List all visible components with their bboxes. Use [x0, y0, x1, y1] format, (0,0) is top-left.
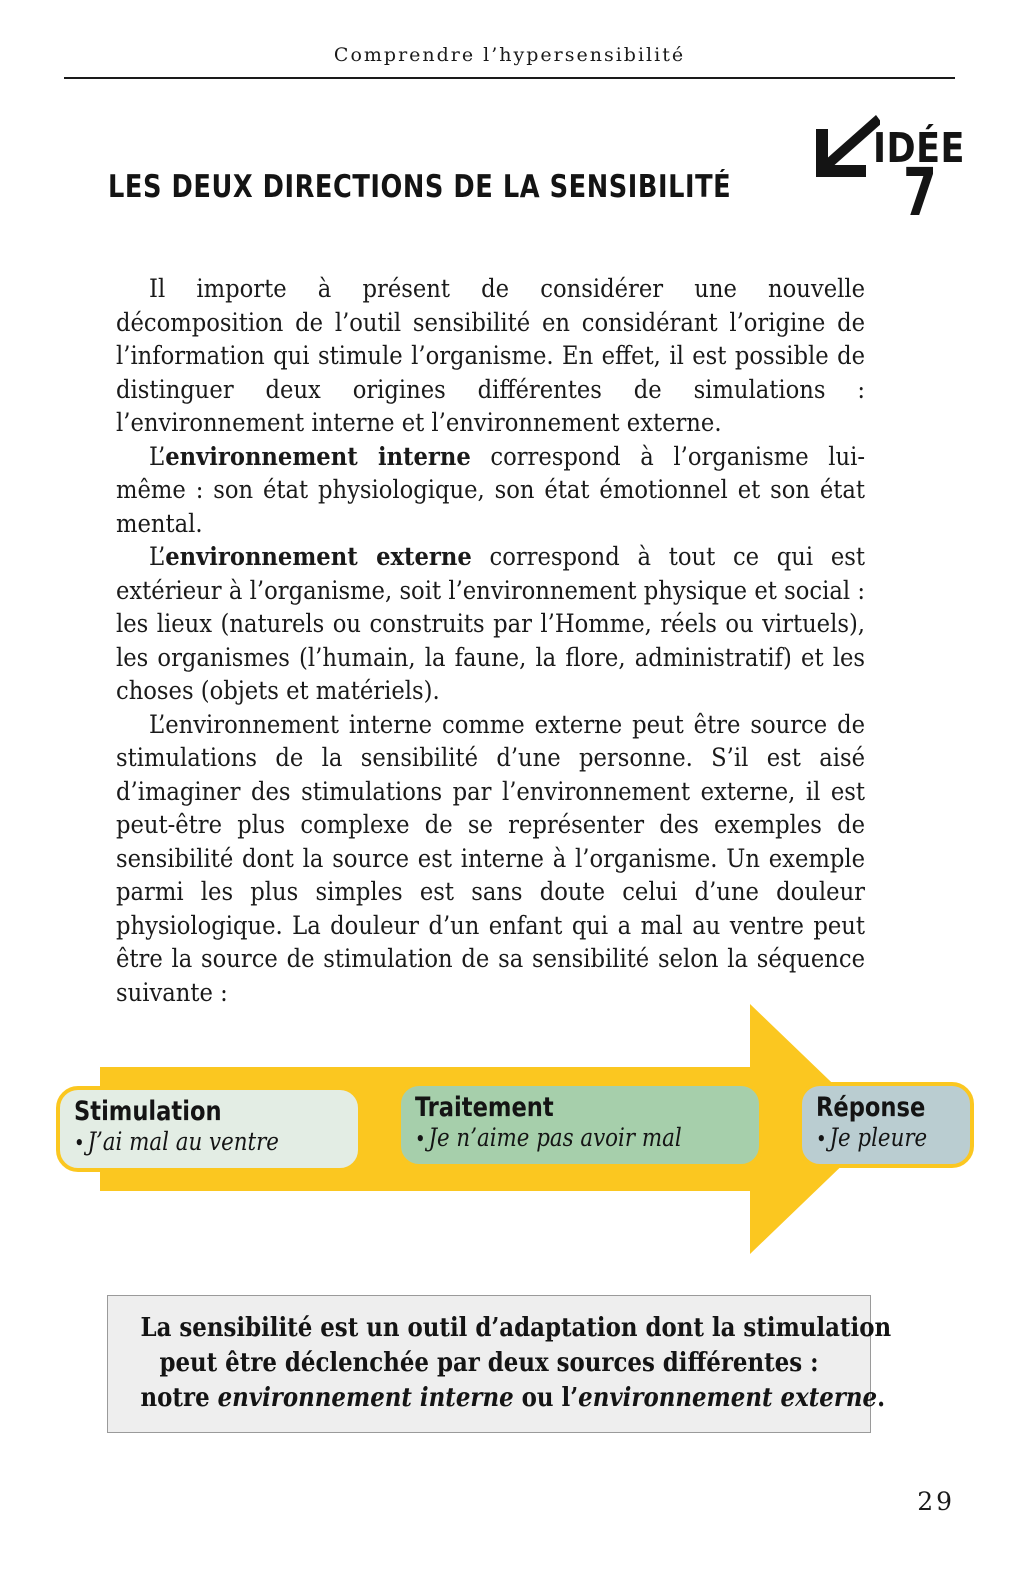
- bullet-icon: •: [74, 1131, 85, 1155]
- idea-number: 7: [903, 154, 937, 231]
- paragraph-3: [116, 540, 865, 708]
- flow-step-title: Réponse: [816, 1092, 926, 1123]
- callout-line-3-italic1: environnement interne: [217, 1382, 514, 1413]
- callout-line-3-part3: .: [877, 1382, 886, 1413]
- flow-step-item-text: Je pleure: [829, 1123, 928, 1152]
- bullet-icon: •: [816, 1127, 827, 1151]
- page-number: 29: [917, 1487, 955, 1516]
- flow-step-traitement: [397, 1082, 763, 1168]
- paragraph-1: Il importe à présent de considérer une nouvelle décomposition de l’outil sensibilité en considérant l’origine de l’information qui stimule l’organisme. En effet, il est possible de distinguer deux origines différentes de simulations : l’environnement interne et l’environnement externe.: [116, 274, 865, 437]
- sequence-diagram: [50, 994, 970, 1284]
- key-idea-callout: [107, 1295, 892, 1433]
- paragraph-3-lead: L’: [149, 542, 166, 571]
- flow-step-title: Stimulation: [74, 1096, 222, 1127]
- flow-step-item: [415, 1123, 729, 1154]
- arrow-down-left-icon: [810, 113, 880, 183]
- flow-step-item: [816, 1123, 949, 1154]
- flow-step-title: Traitement: [415, 1092, 554, 1123]
- callout-line-3-italic2: environnement externe: [578, 1382, 878, 1413]
- header-rule: [64, 77, 955, 79]
- paragraph-2-rest: correspond à l’organisme lui-même : son état physiologique, son état émotionnel et son état mental.: [116, 441, 866, 538]
- flow-step-item-text: Je n’aime pas avoir mal: [428, 1123, 682, 1152]
- idea-label: IDÉE: [873, 124, 965, 172]
- page-title: LES DEUX DIRECTIONS DE LA SENSIBILITÉ: [108, 169, 732, 205]
- paragraph-2-bold: environnement interne: [165, 440, 471, 471]
- flow-step-item-text: J’ai mal au ventre: [87, 1127, 279, 1156]
- callout-line-3-part2: ou l’: [513, 1382, 579, 1413]
- title-block: [108, 124, 988, 265]
- paragraph-3-bold: environnement externe: [165, 541, 472, 571]
- flow-step-reponse: [798, 1082, 974, 1168]
- callout-line-1: La sensibilité est un outil d’adaptation dont la stimulation: [140, 1312, 892, 1343]
- running-head: Comprendre l’hypersensibilité: [333, 44, 686, 66]
- paragraph-3-rest: correspond à tout ce qui est extérieur à l’organisme, soit l’environnement physique et social : les lieux (naturels ou construits par l’Homme, réels ou virtuels), les organismes (l’humain, la faune, la flore, administratif) et les choses (objets et matériels).: [116, 542, 866, 705]
- callout-line-3: [140, 1380, 886, 1415]
- paragraph-2: [116, 440, 865, 541]
- bullet-icon: •: [415, 1127, 426, 1151]
- flow-step-item: [74, 1127, 331, 1158]
- paragraph-2-lead: L’: [149, 441, 166, 471]
- body-text: [116, 272, 865, 1009]
- flow-step-stimulation: [56, 1086, 362, 1172]
- callout-line-2: peut être déclenchée par deux sources différentes :: [159, 1347, 819, 1378]
- callout-line-3-part1: notre: [140, 1382, 218, 1413]
- paragraph-4: L’environnement interne comme externe peut être source de stimulations de la sensibilité d’une personne. S’il est aisé d’imaginer des stimulations par l’environnement externe, il est peut-être plus complexe de se représenter des exemples de sensibilité dont la source est interne à l’organisme. Un exemple parmi les plus simples est sans doute celui d’une douleur physiologique. La douleur d’un enfant qui a mal au ventre peut être la source de stimulation de sa sensibilité selon la séquence suivante :: [116, 709, 865, 1007]
